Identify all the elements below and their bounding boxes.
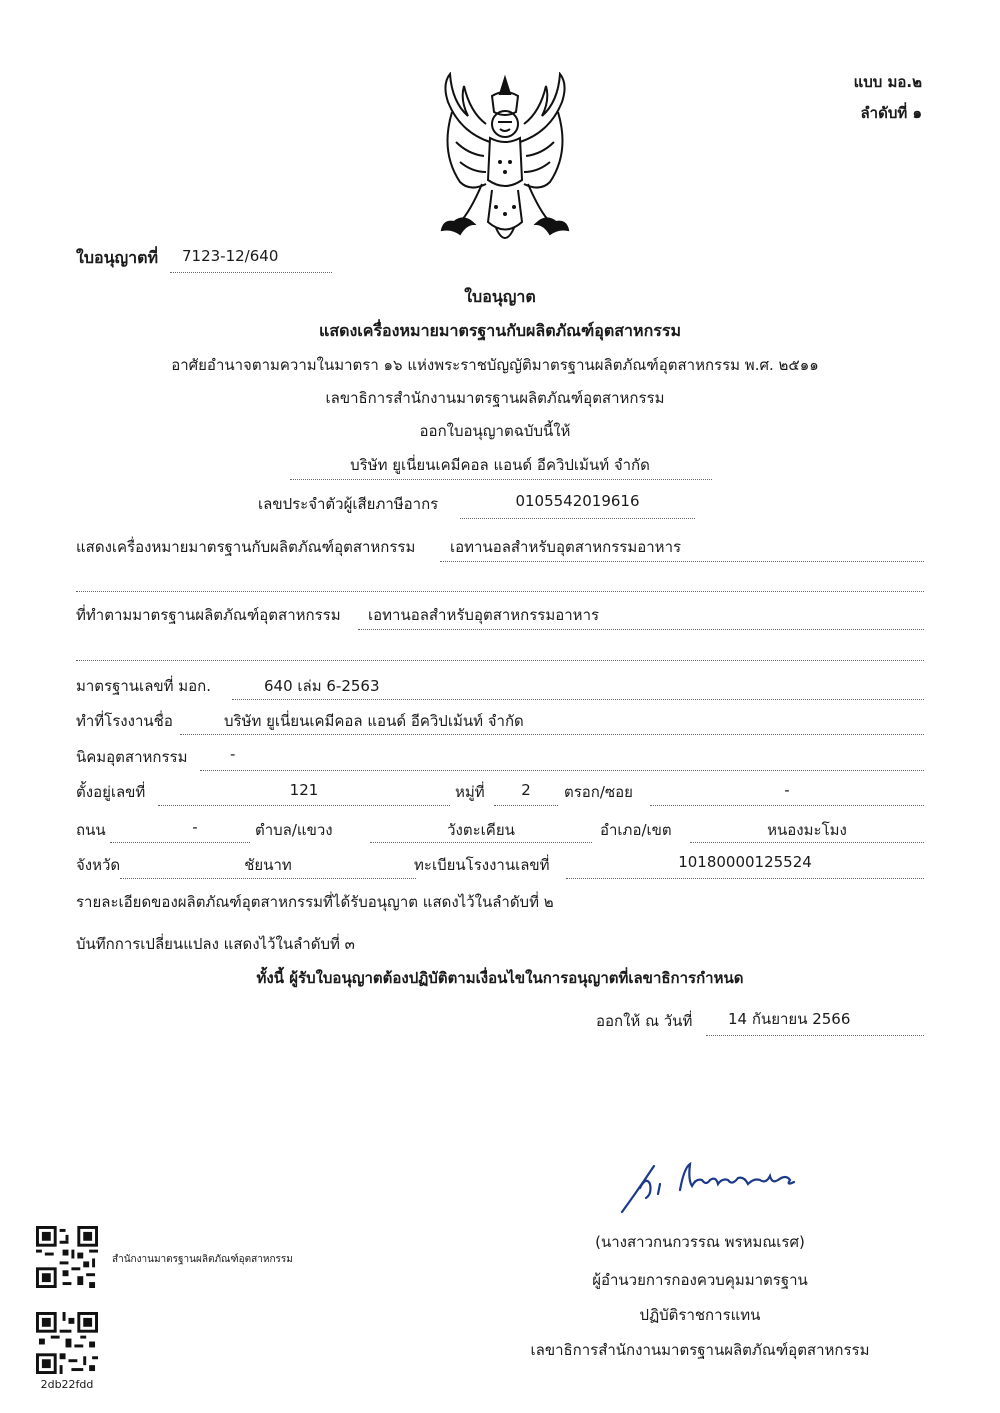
standard-no-label: มาตรฐานเลขที่ มอก. xyxy=(76,677,212,695)
factory-reg-value: 10180000125524 xyxy=(678,853,812,871)
factory-reg-label: ทะเบียนโรงงานเลขที่ xyxy=(414,856,550,874)
address-district-value: หนองมะโมง xyxy=(767,821,847,839)
handwritten-signature xyxy=(610,1150,810,1220)
address-soi-line xyxy=(650,805,924,806)
standard-product-value: เอทานอลสำหรับอุตสาหกรรมอาหาร xyxy=(368,606,600,624)
address-district-line xyxy=(690,842,924,843)
qr-code-text: 2db22fdd xyxy=(40,1378,94,1391)
signer-position-1: ผู้อำนวยการกองควบคุมมาตรฐาน xyxy=(592,1271,808,1289)
estate-label: นิคมอุตสาหกรรม xyxy=(76,748,188,766)
address-province-value: ชัยนาท xyxy=(244,856,292,874)
address-subdistrict-label: ตำบล/แขวง xyxy=(255,821,333,839)
changes-note: บันทึกการเปลี่ยนแปลง แสดงไว้ในลำดับที่ ๓ xyxy=(76,935,355,953)
garuda-emblem-icon xyxy=(430,72,580,250)
address-subdistrict-line xyxy=(370,842,592,843)
product-line-2 xyxy=(76,591,924,592)
address-subdistrict-value: วังตะเคียน xyxy=(447,821,515,839)
qr-code-icon xyxy=(36,1312,98,1374)
qr-caption: สำนักงานมาตรฐานผลิตภัณฑ์อุตสาหกรรม xyxy=(112,1254,293,1265)
details-note: รายละเอียดของผลิตภัณฑ์อุตสาหกรรมที่ได้รับอนุญาต แสดงไว้ในลำดับที่ ๒ xyxy=(76,893,554,911)
licensee-company-line xyxy=(290,479,712,480)
signer-position-3: เลขาธิการสำนักงานมาตรฐานผลิตภัณฑ์อุตสาหกรรม xyxy=(530,1341,870,1359)
intro-line1: อาศัยอำนาจตามความในมาตรา ๑๖ แห่งพระราชบัญญัติมาตรฐานผลิตภัณฑ์อุตสาหกรรม พ.ศ. ๒๕๑๑ xyxy=(171,356,819,374)
standard-product-label: ที่ทำตามมาตรฐานผลิตภัณฑ์อุตสาหกรรม xyxy=(76,606,341,624)
estate-value: - xyxy=(230,745,236,763)
license-number-label: ใบอนุญาตที่ xyxy=(76,248,159,267)
standard-product-line xyxy=(358,629,924,630)
address-moo-value: 2 xyxy=(521,781,531,799)
address-no-line xyxy=(158,805,450,806)
issued-date-value: 14 กันยายน 2566 xyxy=(728,1010,851,1028)
product-line xyxy=(440,561,924,562)
address-no-value: 121 xyxy=(289,781,319,799)
factory-line xyxy=(180,734,924,735)
qr-code-icon xyxy=(36,1226,98,1288)
standard-no-line xyxy=(232,699,924,700)
address-moo-label: หมู่ที่ xyxy=(455,783,485,801)
signer-name: (นางสาวกนกวรรณ พรหมณเรศ) xyxy=(595,1233,805,1251)
address-province-label: จังหวัด xyxy=(76,856,121,874)
title-line2: แสดงเครื่องหมายมาตรฐานกับผลิตภัณฑ์อุตสาหกรรม xyxy=(319,321,681,340)
intro-line3: ออกใบอนุญาตฉบับนี้ให้ xyxy=(419,422,571,440)
tax-id-label: เลขประจำตัวผู้เสียภาษีอากร xyxy=(258,495,439,513)
address-district-label: อำเภอ/เขต xyxy=(600,821,672,839)
standard-product-line-2 xyxy=(76,660,924,661)
factory-reg-line xyxy=(566,878,924,879)
factory-label: ทำที่โรงงานชื่อ xyxy=(76,712,173,730)
title-line1: ใบอนุญาต xyxy=(464,287,536,306)
intro-line2: เลขาธิการสำนักงานมาตรฐานผลิตภัณฑ์อุตสาหกรรม xyxy=(325,389,665,407)
standard-no-value: 640 เล่ม 6-2563 xyxy=(264,677,380,695)
factory-value: บริษัท ยูเนี่ยนเคมีคอล แอนด์ อีควิปเม้นท์ จำกัด xyxy=(224,712,524,730)
tax-id-line xyxy=(460,518,695,519)
address-province-line xyxy=(120,878,416,879)
product-value: เอทานอลสำหรับอุตสาหกรรมอาหาร xyxy=(450,538,682,556)
licensee-company: บริษัท ยูเนี่ยนเคมีคอล แอนด์ อีควิปเม้นท์ จำกัด xyxy=(350,456,650,474)
address-soi-label: ตรอก/ซอย xyxy=(564,783,633,801)
tax-id-value: 0105542019616 xyxy=(515,492,640,510)
address-road-line xyxy=(110,842,250,843)
address-moo-line xyxy=(494,805,558,806)
form-code: แบบ มอ.๒ xyxy=(853,73,922,91)
issued-date-line xyxy=(706,1035,924,1036)
address-no-label: ตั้งอยู่เลขที่ xyxy=(76,783,146,801)
license-number-value: 7123-12/640 xyxy=(182,247,279,265)
product-label: แสดงเครื่องหมายมาตรฐานกับผลิตภัณฑ์อุตสาหกรรม xyxy=(76,538,416,556)
issued-date-label: ออกให้ ณ วันที่ xyxy=(596,1012,693,1030)
signer-position-2: ปฏิบัติราชการแทน xyxy=(639,1306,761,1324)
condition-note: ทั้งนี้ ผู้รับใบอนุญาตต้องปฏิบัติตามเงื่อนไขในการอนุญาตที่เลขาธิการกำหนด xyxy=(256,969,744,987)
address-soi-value: - xyxy=(784,781,790,799)
address-road-value: - xyxy=(192,818,198,836)
estate-line xyxy=(200,770,924,771)
address-road-label: ถนน xyxy=(76,821,106,839)
license-number-line xyxy=(170,272,332,273)
form-order: ลำดับที่ ๑ xyxy=(860,104,922,122)
